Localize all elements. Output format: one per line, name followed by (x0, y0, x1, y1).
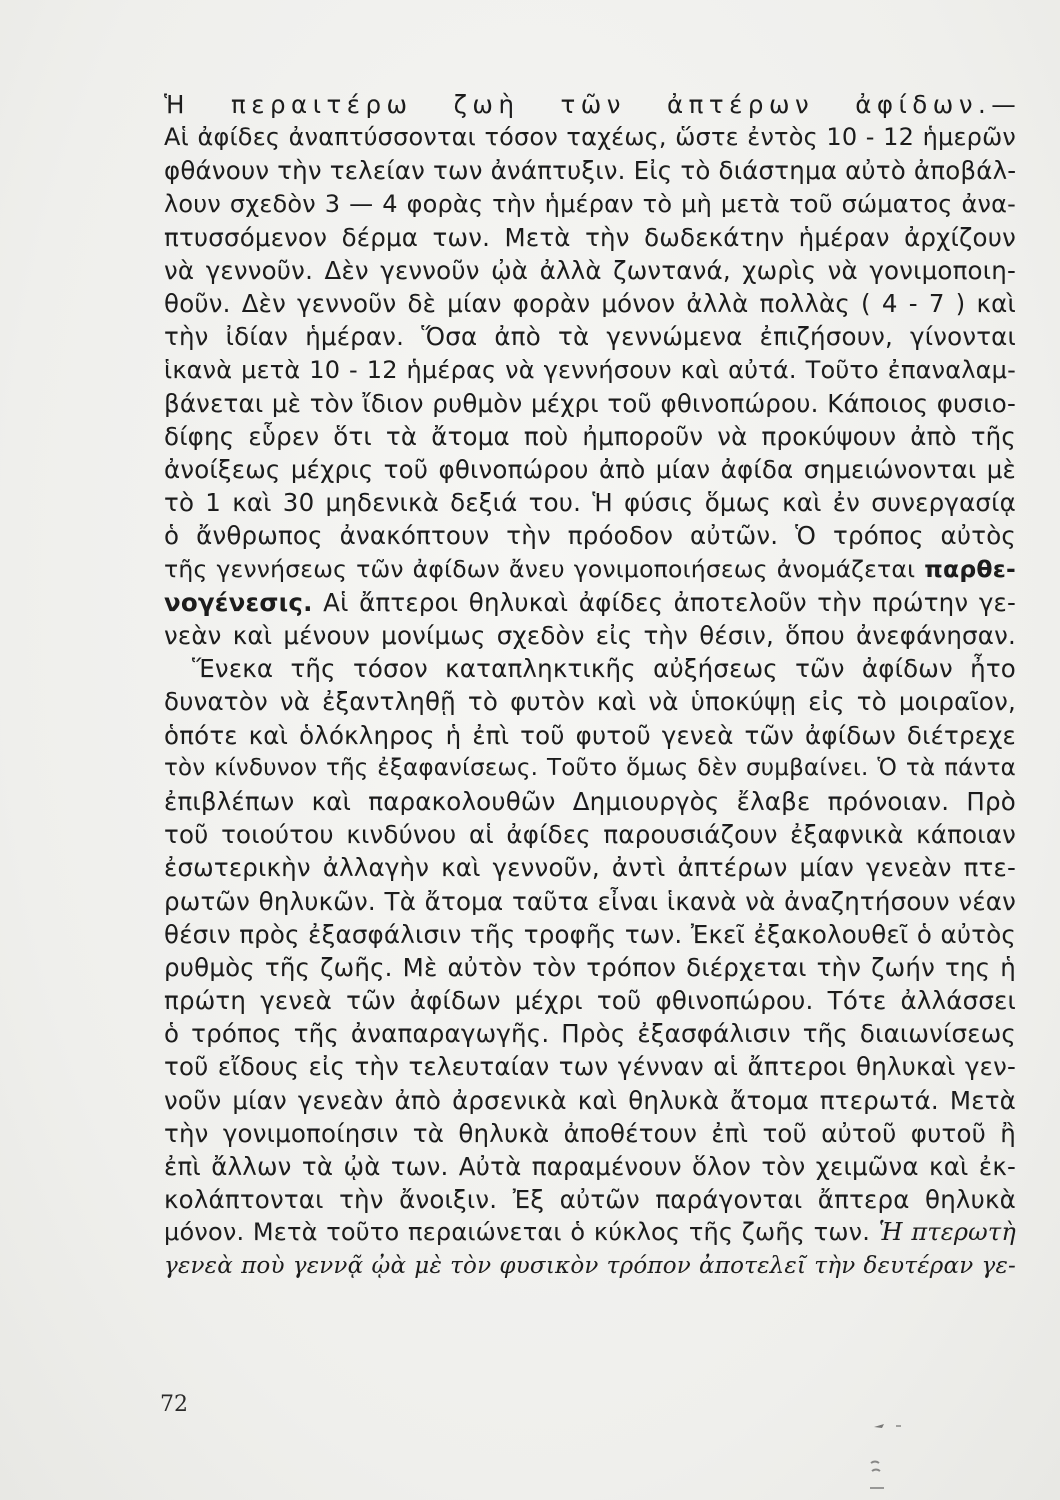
text-run: φθάνουν τὴν τελείαν των ἀνάπτυξιν. Εἰς τὸ διάστημα αὐτὸ ἀποβάλ- (164, 156, 1016, 186)
text-line (164, 1117, 1016, 1150)
text-line (164, 1050, 1016, 1083)
italic-text: γενεὰ ποὺ γεννᾷ ᾠὰ μὲ τὸν φυσικὸν τρόπον ἀποτελεῖ τὴν δευτέραν γε- (164, 1252, 1016, 1279)
text-line (164, 752, 1016, 785)
text-line (164, 1084, 1016, 1117)
text-run: ἐσωτερικὴν ἀλλαγὴν καὶ γεννοῦν, ἀντὶ ἀπτέρων μίαν γενεὰν πτε- (164, 853, 1016, 883)
text-line (164, 586, 1016, 619)
text-line (164, 221, 1016, 254)
text-line (164, 984, 1016, 1017)
text-line (164, 553, 1016, 586)
text-line (164, 121, 1016, 154)
text-run: πτυσσόμενον δέρμα των. Μετὰ τὴν δωδεκάτην ἡμέραν ἀρχίζουν (164, 222, 1016, 252)
text-line (164, 453, 1016, 486)
text-line (164, 785, 1016, 818)
text-line (164, 420, 1016, 453)
italic-text: Ἡ πτερωτὴ (878, 1218, 1016, 1247)
text-run: μόνον. Μετὰ τοῦτο περαιώνεται ὁ κύκλος τῆς ζωῆς των. (164, 1218, 879, 1247)
text-run: νοῦν μίαν γενεὰν ἀπὸ ἀρσενικὰ καὶ θηλυκὰ ἄτομα πτερωτά. Μετὰ (164, 1085, 1016, 1115)
text-line (164, 354, 1016, 387)
text-run: ἐπὶ ἄλλων τὰ ᾠὰ των. Αὐτὰ παραμένουν ὅλον τὸν χειμῶνα καὶ ἐκ- (164, 1152, 1016, 1181)
section-heading-line (164, 88, 1016, 121)
text-run: ἀνοίξεως μέχρις τοῦ φθινοπώρου ἀπὸ μίαν ἀφίδα σημειώνονται μὲ (164, 455, 1016, 485)
text-run: λουν σχεδὸν 3 — 4 φορὰς τὴν ἡμέραν τὸ μὴ μετὰ τοῦ σώματος ἀνα- (164, 189, 1016, 218)
text-line (164, 188, 1016, 221)
text-line (164, 851, 1016, 884)
bold-term: νογένεσις. (164, 587, 313, 617)
scan-specks (870, 1405, 960, 1495)
text-line (164, 918, 1016, 951)
text-line (164, 1216, 1016, 1249)
text-line (164, 287, 1016, 320)
page-number: 72 (160, 1392, 188, 1417)
text-run: δίφης εὗρεν ὅτι τὰ ἄτομα ποὺ ἠμποροῦν νὰ προκύψουν ἀπὸ τῆς (164, 421, 1016, 451)
text-line (164, 818, 1016, 851)
text-run: ἱκανὰ μετὰ 10 - 12 ἡμέρας νὰ γεννήσουν καὶ αὐτά. Τοῦτο ἐπαναλαμ- (164, 355, 1016, 384)
text-run: ὁ τρόπος τῆς ἀναπαραγωγῆς. Πρὸς ἐξασφάλισιν τῆς διαιωνίσεως (164, 1019, 1016, 1049)
text-line (164, 1250, 1016, 1283)
text-run: τὴν γονιμοποίησιν τὰ θηλυκὰ ἀποθέτουν ἐπὶ τοῦ αὐτοῦ φυτοῦ ἢ (164, 1118, 1016, 1148)
text-run: νεὰν καὶ μένουν μονίμως σχεδὸν εἰς τὴν θέσιν, ὅπου ἀνεφάνησαν. (164, 621, 1016, 650)
text-line (164, 885, 1016, 918)
text-line (164, 685, 1016, 718)
text-run: πρώτη γενεὰ τῶν ἀφίδων μέχρι τοῦ φθινοπώρου. Τότε ἀλλάσσει (164, 986, 1016, 1016)
bold-term: παρθε- (924, 554, 1016, 583)
text-line (164, 154, 1016, 187)
text-run: — (991, 90, 1016, 119)
text-run: Ἕνεκα τῆς τόσον καταπληκτικῆς αὐξήσεως τῶν ἀφίδων ἦτο (192, 654, 1016, 684)
text-line (164, 486, 1016, 519)
text-run: δυνατὸν νὰ ἐξαντληθῇ τὸ φυτὸν καὶ νὰ ὑποκύψῃ εἰς τὸ μοιραῖον, (164, 687, 1016, 717)
text-run: Αἱ ἄπτεροι θηλυκαὶ ἀφίδες ἀποτελοῦν τὴν πρώτην γε- (312, 587, 1016, 617)
text-run: θέσιν πρὸς ἐξασφάλισιν τῆς τροφῆς των. Ἐκεῖ ἐξακολουθεῖ ὁ αὐτὸς (164, 919, 1016, 949)
text-run: τὸ 1 καὶ 30 μηδενικὰ δεξιά του. Ἡ φύσις ὅμως καὶ ἐν συνεργασίᾳ (164, 488, 1016, 518)
text-run: ρυθμὸς τῆς ζωῆς. Μὲ αὐτὸν τὸν τρόπον διέρχεται τὴν ζωήν της ἡ (164, 952, 1016, 982)
text-line (164, 652, 1016, 685)
text-line (164, 320, 1016, 353)
text-run: τοῦ εἴδους εἰς τὴν τελευταίαν των γένναν αἱ ἄπτεροι θηλυκαὶ γεν- (164, 1052, 1016, 1082)
text-run: ὁ ἄνθρωπος ἀνακόπτουν τὴν πρόοδον αὐτῶν. Ὁ τρόπος αὐτὸς (164, 521, 1016, 551)
text-run: ρωτῶν θηλυκῶν. Τὰ ἄτομα ταῦτα εἶναι ἱκανὰ νὰ ἀναζητήσουν νέαν (164, 886, 1016, 916)
section-heading: Ἡ περαιτέρω ζωὴ τῶν ἀπτέρων ἀφίδων. (164, 90, 992, 119)
body-text (164, 88, 1016, 1283)
text-line (164, 1017, 1016, 1050)
text-run: τὴν ἰδίαν ἡμέραν. Ὅσα ἀπὸ τὰ γεννώμενα ἐπιζήσουν, γίνονται (164, 322, 1016, 352)
text-run: νὰ γεννοῦν. Δὲν γεννοῦν ᾠὰ ἀλλὰ ζωντανά, χωρὶς νὰ γονιμοποιη- (164, 255, 1016, 285)
text-run: κολάπτονται τὴν ἄνοιξιν. Ἐξ αὐτῶν παράγονται ἄπτερα θηλυκὰ (164, 1185, 1016, 1215)
text-line (164, 1150, 1016, 1183)
text-run: τῆς γεννήσεως τῶν ἀφίδων ἄνευ γονιμοποιήσεως ἀνομάζεται (164, 554, 925, 583)
text-line (164, 254, 1016, 287)
text-line (164, 387, 1016, 420)
text-run: Αἱ ἀφίδες ἀναπτύσσονται τόσον ταχέως, ὥστε ἐντὸς 10 - 12 ἡμερῶν (164, 123, 1016, 152)
text-run: ὁπότε καὶ ὁλόκληρος ἡ ἐπὶ τοῦ φυτοῦ γενεὰ τῶν ἀφίδων διέτρεχε (164, 720, 1016, 750)
text-run: ἐπιβλέπων καὶ παρακολουθῶν Δημιουργὸς ἔλαβε πρόνοιαν. Πρὸ (164, 786, 1016, 816)
text-run: βάνεται μὲ τὸν ἴδιον ρυθμὸν μέχρι τοῦ φθινοπώρου. Κάποιος φυσιο- (164, 388, 1016, 418)
text-line (164, 719, 1016, 752)
text-line (164, 1183, 1016, 1216)
text-line (164, 519, 1016, 552)
text-line (164, 619, 1016, 652)
text-run: τοῦ τοιούτου κινδύνου αἱ ἀφίδες παρουσιάζουν ἐξαφνικὰ κάποιαν (164, 820, 1016, 850)
text-run: τὸν κίνδυνον τῆς ἐξαφανίσεως. Τοῦτο ὅμως δὲν συμβαίνει. Ὁ τὰ πάντα (164, 754, 1016, 781)
text-line (164, 951, 1016, 984)
text-run: θοῦν. Δὲν γεννοῦν δὲ μίαν φορὰν μόνον ἀλλὰ πολλὰς ( 4 - 7 ) καὶ (164, 289, 1016, 319)
